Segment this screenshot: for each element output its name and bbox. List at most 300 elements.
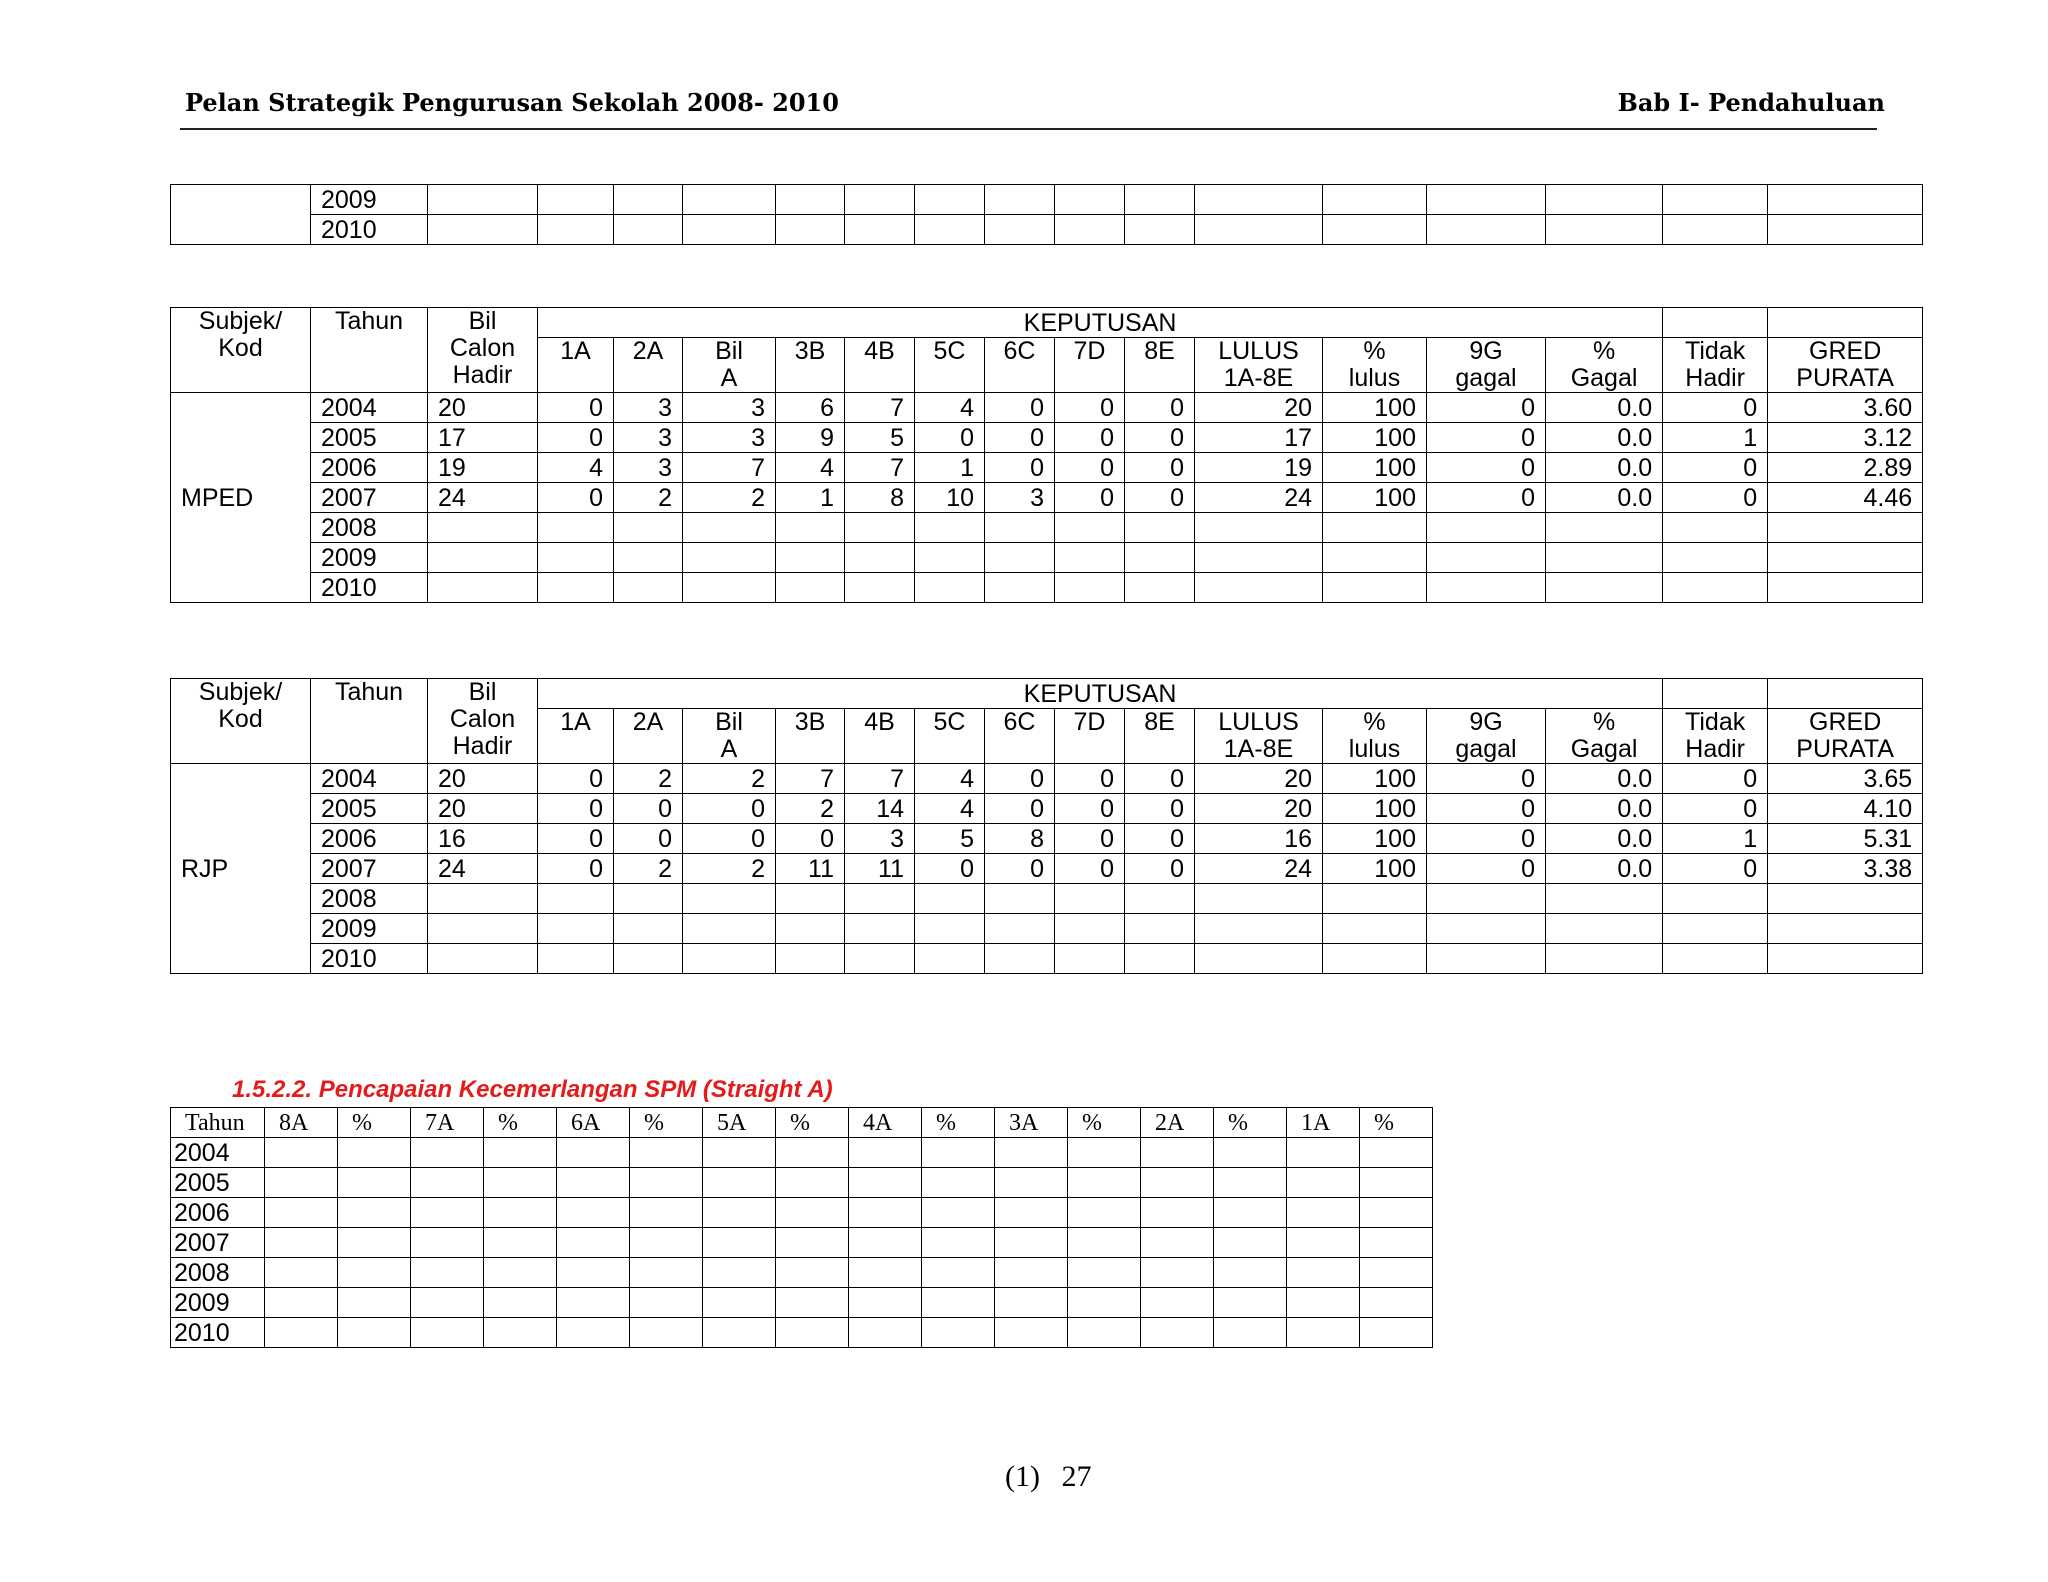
value-cell (683, 543, 776, 573)
year-cell: 2006 (311, 824, 428, 854)
value-cell (1427, 884, 1546, 914)
table-row (171, 573, 1923, 603)
value-cell: 3 (683, 393, 776, 423)
table-cell (776, 1318, 849, 1348)
value-cell: 0 (1125, 854, 1195, 884)
year-cell: 2007 (171, 1228, 265, 1258)
value-cell: 3 (985, 483, 1055, 513)
header-grade: 3B (776, 338, 845, 393)
value-cell: 11 (845, 854, 915, 884)
table-cell (1663, 215, 1768, 245)
value-cell (1768, 884, 1923, 914)
table-cell (1768, 185, 1923, 215)
table-cell (683, 215, 776, 245)
results-table-rjp (170, 678, 1923, 974)
value-cell (1768, 944, 1923, 974)
table-cell (338, 1198, 411, 1228)
table-cell (557, 1138, 630, 1168)
table-cell (1323, 185, 1427, 215)
header-grade: Bil A (683, 709, 776, 764)
table-cell (630, 1318, 703, 1348)
value-cell: 0 (1055, 483, 1125, 513)
value-cell (1663, 914, 1768, 944)
value-cell (1663, 543, 1768, 573)
header-grade: 7A (411, 1108, 484, 1138)
value-cell: 0.0 (1546, 423, 1663, 453)
value-cell (1055, 513, 1125, 543)
table-cell (1141, 1138, 1214, 1168)
value-cell: 3.65 (1768, 764, 1923, 794)
header-subject: Subjek/ Kod (171, 679, 311, 764)
value-cell: 100 (1323, 393, 1427, 423)
table-cell (1068, 1138, 1141, 1168)
value-cell: 0 (1125, 393, 1195, 423)
value-cell (845, 884, 915, 914)
table-row (171, 215, 1923, 245)
table-cell (995, 1258, 1068, 1288)
table-cell (338, 1168, 411, 1198)
value-cell: 100 (1323, 423, 1427, 453)
value-cell: 5 (845, 423, 915, 453)
header-grade: 8E (1125, 338, 1195, 393)
table-cell (265, 1138, 338, 1168)
year-cell: 2004 (171, 1138, 265, 1168)
table-cell (915, 185, 985, 215)
table-cell (1214, 1168, 1287, 1198)
table-row (171, 1138, 1433, 1168)
value-cell: 0 (538, 764, 614, 794)
value-cell: 0 (1427, 824, 1546, 854)
table-row (171, 1198, 1433, 1228)
table-cell (776, 1288, 849, 1318)
year-cell: 2005 (311, 423, 428, 453)
value-cell (1323, 914, 1427, 944)
value-cell: 3 (683, 423, 776, 453)
table-cell (995, 1138, 1068, 1168)
value-cell (538, 543, 614, 573)
table-cell (1287, 1138, 1360, 1168)
value-cell (538, 573, 614, 603)
value-cell: 0.0 (1546, 794, 1663, 824)
header-grade: 2A (1141, 1108, 1214, 1138)
year-cell: 2009 (171, 1288, 265, 1318)
table-cell (557, 1288, 630, 1318)
value-cell: 0.0 (1546, 764, 1663, 794)
section-title: 1.5.2.2. Pencapaian Kecemerlangan SPM (Straight A) (232, 1076, 833, 1103)
value-cell: 4 (776, 453, 845, 483)
header-grade: GRED PURATA (1768, 709, 1923, 764)
value-cell: 7 (845, 764, 915, 794)
value-cell (614, 914, 683, 944)
table-row (171, 764, 1923, 794)
value-cell: 3 (614, 423, 683, 453)
value-cell: 17 (1195, 423, 1323, 453)
value-cell (776, 914, 845, 944)
table-cell (1141, 1198, 1214, 1228)
table-cell (703, 1288, 776, 1318)
table-cell (338, 1288, 411, 1318)
value-cell: 2 (614, 854, 683, 884)
table-cell (1055, 185, 1125, 215)
table-cell (776, 1258, 849, 1288)
candidates-cell: 19 (428, 453, 538, 483)
table-cell (630, 1288, 703, 1318)
table-cell (849, 1258, 922, 1288)
value-cell: 0 (538, 423, 614, 453)
value-cell (1125, 513, 1195, 543)
value-cell: 14 (845, 794, 915, 824)
table-row (171, 483, 1923, 513)
table-row (171, 423, 1923, 453)
value-cell (1195, 914, 1323, 944)
value-cell (538, 884, 614, 914)
value-cell: 0 (1663, 453, 1768, 483)
header-grade: 7D (1055, 338, 1125, 393)
table-cell (265, 1318, 338, 1348)
header-grade: 4B (845, 338, 915, 393)
table-cell (683, 185, 776, 215)
value-cell: 100 (1323, 794, 1427, 824)
year-cell: 2010 (311, 573, 428, 603)
header-grade: 9G gagal (1427, 709, 1546, 764)
table-cell (1287, 1228, 1360, 1258)
table-cell (995, 1198, 1068, 1228)
value-cell: 0 (915, 854, 985, 884)
value-cell: 7 (683, 453, 776, 483)
value-cell: 0.0 (1546, 393, 1663, 423)
table-cell (1360, 1198, 1433, 1228)
value-cell (1323, 543, 1427, 573)
header-grade: % (338, 1108, 411, 1138)
year-cell: 2004 (311, 764, 428, 794)
table-row (171, 1318, 1433, 1348)
value-cell: 0 (1055, 824, 1125, 854)
header-row (171, 679, 1923, 709)
value-cell: 0 (614, 794, 683, 824)
value-cell (1427, 513, 1546, 543)
value-cell (1768, 513, 1923, 543)
table-cell (557, 1228, 630, 1258)
table-cell (703, 1198, 776, 1228)
table-cell (915, 215, 985, 245)
candidates-cell: 16 (428, 824, 538, 854)
value-cell (915, 573, 985, 603)
value-cell (1125, 884, 1195, 914)
table-cell (1141, 1168, 1214, 1198)
table-cell (1287, 1288, 1360, 1318)
value-cell: 0 (538, 824, 614, 854)
value-cell: 7 (845, 393, 915, 423)
table-cell (849, 1138, 922, 1168)
table-cell (630, 1228, 703, 1258)
table-cell (1360, 1318, 1433, 1348)
table-cell (776, 1228, 849, 1258)
table-cell (1068, 1168, 1141, 1198)
table-cell (1287, 1198, 1360, 1228)
header-grade: 6C (985, 338, 1055, 393)
header-year: Tahun (171, 1108, 265, 1138)
header-year: Tahun (311, 679, 428, 764)
value-cell (1323, 573, 1427, 603)
table-cell (265, 1168, 338, 1198)
table-cell (614, 215, 683, 245)
header-year: Tahun (311, 308, 428, 393)
table-cell (411, 1258, 484, 1288)
table-cell (265, 1288, 338, 1318)
value-cell: 0 (1663, 393, 1768, 423)
table-row (171, 824, 1923, 854)
header-grade: 3B (776, 709, 845, 764)
table-cell (411, 1168, 484, 1198)
year-cell: 2007 (311, 854, 428, 884)
table-cell (1287, 1168, 1360, 1198)
table-cell (630, 1138, 703, 1168)
value-cell (1546, 944, 1663, 974)
value-cell: 0 (1663, 764, 1768, 794)
value-cell (776, 944, 845, 974)
year-cell: 2006 (311, 453, 428, 483)
value-cell: 0 (1663, 854, 1768, 884)
value-cell (776, 543, 845, 573)
value-cell: 0 (1663, 483, 1768, 513)
table-cell (538, 215, 614, 245)
table-cell (1214, 1288, 1287, 1318)
table-cell (849, 1228, 922, 1258)
candidates-cell (428, 573, 538, 603)
value-cell (1195, 944, 1323, 974)
value-cell: 0.0 (1546, 453, 1663, 483)
value-cell: 0 (985, 423, 1055, 453)
header-subject: Subjek/ Kod (171, 308, 311, 393)
candidates-cell (428, 884, 538, 914)
value-cell: 1 (776, 483, 845, 513)
value-cell (1323, 513, 1427, 543)
table-cell (849, 1288, 922, 1318)
table-row (171, 1288, 1433, 1318)
header-grade: 1A (538, 709, 614, 764)
header-grade: 5C (915, 709, 985, 764)
candidates-cell: 20 (428, 393, 538, 423)
value-cell: 4.46 (1768, 483, 1923, 513)
table-cell (995, 1228, 1068, 1258)
header-grade: 2A (614, 338, 683, 393)
value-cell: 0 (776, 824, 845, 854)
value-cell: 100 (1323, 453, 1427, 483)
value-cell (1768, 914, 1923, 944)
table-cell (703, 1258, 776, 1288)
table-cell (849, 1318, 922, 1348)
table-cell (1323, 215, 1427, 245)
value-cell: 0 (915, 423, 985, 453)
table-cell (1141, 1258, 1214, 1288)
header-rule (180, 128, 1877, 130)
table-cell (1068, 1258, 1141, 1288)
candidates-cell: 20 (428, 794, 538, 824)
value-cell: 0 (1125, 423, 1195, 453)
header-grade: % (1068, 1108, 1141, 1138)
header-grade: % (776, 1108, 849, 1138)
header-grade: 6C (985, 709, 1055, 764)
table-cell (1068, 1288, 1141, 1318)
table-cell (849, 1168, 922, 1198)
candidates-cell (428, 543, 538, 573)
header-empty (1663, 308, 1768, 338)
table-cell (338, 1258, 411, 1288)
value-cell (538, 914, 614, 944)
value-cell (915, 513, 985, 543)
value-cell (1195, 543, 1323, 573)
value-cell: 100 (1323, 483, 1427, 513)
table-cell (265, 1258, 338, 1288)
header-grade: 4B (845, 709, 915, 764)
value-cell (683, 944, 776, 974)
value-cell (1055, 944, 1125, 974)
value-cell (985, 513, 1055, 543)
value-cell: 0 (1427, 393, 1546, 423)
value-cell (776, 884, 845, 914)
value-cell: 0 (1427, 453, 1546, 483)
table-cell (1214, 1318, 1287, 1348)
value-cell (776, 573, 845, 603)
value-cell: 3 (614, 453, 683, 483)
value-cell: 0 (1125, 824, 1195, 854)
value-cell: 0 (683, 824, 776, 854)
table-row (171, 185, 1923, 215)
year-cell: 2009 (311, 185, 428, 215)
table-cell (428, 185, 538, 215)
value-cell (538, 944, 614, 974)
value-cell (1125, 944, 1195, 974)
header-grade: LULUS 1A-8E (1195, 338, 1323, 393)
value-cell (1323, 944, 1427, 974)
table-cell (1427, 185, 1546, 215)
table-cell (484, 1288, 557, 1318)
value-cell: 0 (985, 393, 1055, 423)
table-cell (484, 1318, 557, 1348)
value-cell: 0.0 (1546, 824, 1663, 854)
header-grade: % (630, 1108, 703, 1138)
table-cell (1768, 215, 1923, 245)
value-cell: 6 (776, 393, 845, 423)
header-candidates: Bil Calon Hadir (428, 308, 538, 393)
header-grade: 9G gagal (1427, 338, 1546, 393)
table-cell (703, 1228, 776, 1258)
value-cell: 0 (1125, 483, 1195, 513)
header-empty (1768, 679, 1923, 709)
value-cell (1195, 884, 1323, 914)
table-cell (411, 1138, 484, 1168)
header-grade: 7D (1055, 709, 1125, 764)
value-cell (1663, 884, 1768, 914)
value-cell: 3.38 (1768, 854, 1923, 884)
table-cell (557, 1318, 630, 1348)
value-cell (985, 573, 1055, 603)
value-cell (683, 513, 776, 543)
table-cell (995, 1288, 1068, 1318)
value-cell: 10 (915, 483, 985, 513)
value-cell: 0 (1125, 794, 1195, 824)
candidates-cell (428, 944, 538, 974)
year-cell: 2009 (311, 914, 428, 944)
table-cell (922, 1198, 995, 1228)
value-cell (845, 944, 915, 974)
header-grade: % Gagal (1546, 709, 1663, 764)
value-cell: 19 (1195, 453, 1323, 483)
table-cell (776, 215, 845, 245)
value-cell (1055, 543, 1125, 573)
table-cell (538, 185, 614, 215)
table-row (171, 854, 1923, 884)
value-cell (985, 914, 1055, 944)
table-cell (995, 1168, 1068, 1198)
value-cell (1546, 914, 1663, 944)
value-cell (683, 884, 776, 914)
year-cell: 2009 (311, 543, 428, 573)
value-cell (1195, 573, 1323, 603)
year-cell: 2008 (311, 884, 428, 914)
table-cell (1360, 1168, 1433, 1198)
table-cell (1141, 1228, 1214, 1258)
header-grade: Bil A (683, 338, 776, 393)
table-cell (338, 1228, 411, 1258)
value-cell: 100 (1323, 764, 1427, 794)
table-row (171, 914, 1923, 944)
value-cell: 0 (1055, 794, 1125, 824)
header-row (171, 1108, 1433, 1138)
value-cell: 0 (1427, 854, 1546, 884)
value-cell: 3.60 (1768, 393, 1923, 423)
value-cell (1546, 543, 1663, 573)
header-grade: 5C (915, 338, 985, 393)
header-grade: 3A (995, 1108, 1068, 1138)
value-cell: 1 (1663, 824, 1768, 854)
table-cell (484, 1168, 557, 1198)
value-cell: 0 (1125, 453, 1195, 483)
value-cell (614, 513, 683, 543)
table-cell (703, 1318, 776, 1348)
candidates-cell: 17 (428, 423, 538, 453)
value-cell: 20 (1195, 764, 1323, 794)
value-cell: 0.0 (1546, 854, 1663, 884)
value-cell (683, 914, 776, 944)
value-cell: 16 (1195, 824, 1323, 854)
value-cell (1427, 914, 1546, 944)
header-grade: GRED PURATA (1768, 338, 1923, 393)
table-cell (985, 215, 1055, 245)
table-cell (1055, 215, 1125, 245)
value-cell (1427, 543, 1546, 573)
value-cell: 5 (915, 824, 985, 854)
value-cell (776, 513, 845, 543)
value-cell: 0 (1055, 453, 1125, 483)
table-cell (557, 1198, 630, 1228)
value-cell: 3.12 (1768, 423, 1923, 453)
value-cell (915, 543, 985, 573)
candidates-cell (428, 513, 538, 543)
header-row (171, 308, 1923, 338)
header-grade: 5A (703, 1108, 776, 1138)
value-cell: 9 (776, 423, 845, 453)
table-cell (1287, 1258, 1360, 1288)
header-grade: 4A (849, 1108, 922, 1138)
value-cell: 0 (985, 453, 1055, 483)
value-cell: 2 (683, 854, 776, 884)
value-cell: 0 (985, 764, 1055, 794)
table-row (171, 794, 1923, 824)
table-cell (1360, 1288, 1433, 1318)
year-cell: 2008 (171, 1258, 265, 1288)
value-cell: 7 (776, 764, 845, 794)
